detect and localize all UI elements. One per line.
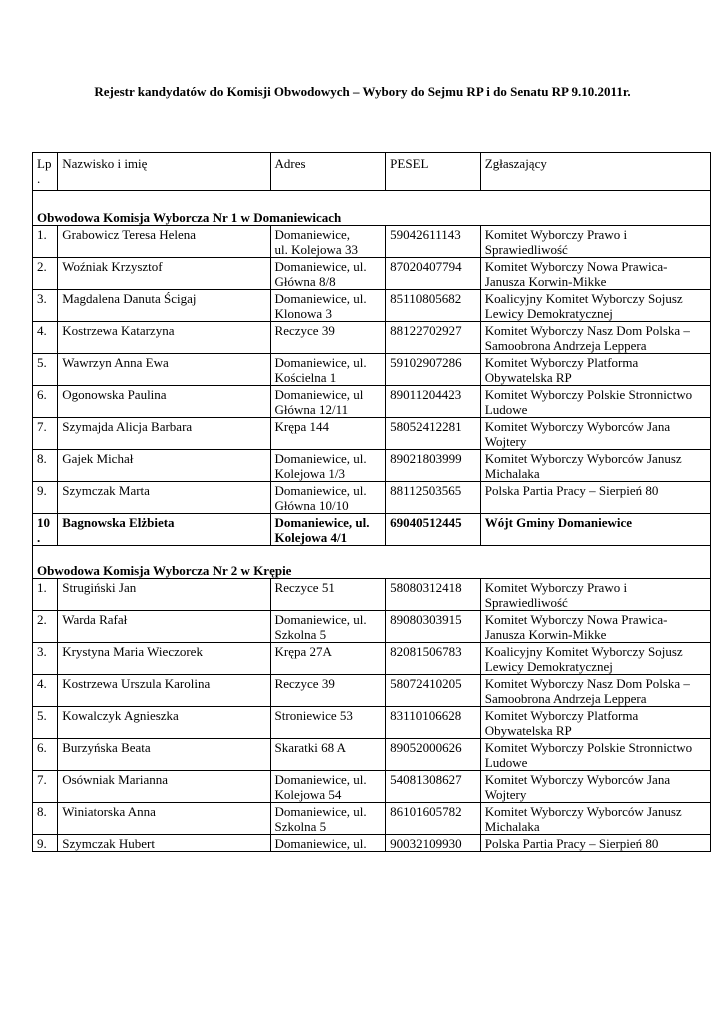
header-address: Adres xyxy=(270,153,386,191)
section-heading-row xyxy=(33,191,711,226)
row-name: Ogonowska Paulina xyxy=(58,386,270,418)
row-name: Grabowicz Teresa Helena xyxy=(58,226,270,258)
row-submitter: Komitet Wyborczy Nowa Prawica- Janusza Korwin-Mikke xyxy=(480,611,710,643)
table-row xyxy=(33,354,711,386)
row-lp: 10. xyxy=(33,514,58,546)
row-address: Domaniewice, ul. xyxy=(270,835,386,852)
row-address: Domaniewice, ul Główna 12/11 xyxy=(270,386,386,418)
row-pesel: 59042611143 xyxy=(386,226,481,258)
table-row xyxy=(33,835,711,852)
row-name: Gajek Michał xyxy=(58,450,270,482)
row-address: Reczyce 39 xyxy=(270,322,386,354)
row-lp: 4. xyxy=(33,675,58,707)
row-submitter: Koalicyjny Komitet Wyborczy Sojusz Lewicy Demokratycznej xyxy=(480,290,710,322)
row-lp: 2. xyxy=(33,611,58,643)
row-lp: 1. xyxy=(33,579,58,611)
section-heading: Obwodowa Komisja Wyborcza Nr 2 w Krępie xyxy=(33,546,711,579)
row-name: Szymczak Marta xyxy=(58,482,270,514)
document-title: Rejestr kandydatów do Komisji Obwodowych – Wybory do Sejmu RP i do Senatu RP 9.10.2011r. xyxy=(94,84,631,99)
row-address: Domaniewice, ul. Szkolna 5 xyxy=(270,803,386,835)
row-submitter: Komitet Wyborczy Platforma Obywatelska RP xyxy=(480,354,710,386)
table-row xyxy=(33,579,711,611)
row-submitter: Komitet Wyborczy Wyborców Janusz Michalaka xyxy=(480,803,710,835)
table-row xyxy=(33,803,711,835)
row-name: Warda Rafał xyxy=(58,611,270,643)
row-submitter: Komitet Wyborczy Polskie Stronnictwo Ludowe xyxy=(480,739,710,771)
row-address: Domaniewice, ul. Kościelna 1 xyxy=(270,354,386,386)
row-name: Woźniak Krzysztof xyxy=(58,258,270,290)
row-lp: 2. xyxy=(33,258,58,290)
row-name: Kowalczyk Agnieszka xyxy=(58,707,270,739)
table-row xyxy=(33,643,711,675)
row-address: Reczyce 39 xyxy=(270,675,386,707)
row-name: Strugiński Jan xyxy=(58,579,270,611)
row-submitter: Komitet Wyborczy Prawo i Sprawiedliwość xyxy=(480,579,710,611)
table-row xyxy=(33,611,711,643)
table-row xyxy=(33,322,711,354)
table-row xyxy=(33,514,711,546)
section-heading: Obwodowa Komisja Wyborcza Nr 1 w Domaniewicach xyxy=(33,191,711,226)
table-row xyxy=(33,450,711,482)
row-submitter: Koalicyjny Komitet Wyborczy Sojusz Lewicy Demokratycznej xyxy=(480,643,710,675)
row-name: Bagnowska Elżbieta xyxy=(58,514,270,546)
header-submitter: Zgłaszający xyxy=(480,153,710,191)
row-submitter: Wójt Gminy Domaniewice xyxy=(480,514,710,546)
row-pesel: 58072410205 xyxy=(386,675,481,707)
header-name: Nazwisko i imię xyxy=(58,153,270,191)
row-submitter: Komitet Wyborczy Wyborców Jana Wojtery xyxy=(480,771,710,803)
row-address: Krępa 27A xyxy=(270,643,386,675)
row-name: Burzyńska Beata xyxy=(58,739,270,771)
row-lp: 3. xyxy=(33,290,58,322)
row-submitter: Komitet Wyborczy Platforma Obywatelska RP xyxy=(480,707,710,739)
row-pesel: 89011204423 xyxy=(386,386,481,418)
row-lp: 9. xyxy=(33,482,58,514)
row-address: Domaniewice, ul. Kolejowa 4/1 xyxy=(270,514,386,546)
row-address: Skaratki 68 A xyxy=(270,739,386,771)
table-row xyxy=(33,226,711,258)
row-submitter: Komitet Wyborczy Nasz Dom Polska – Samoobrona Andrzeja Leppera xyxy=(480,322,710,354)
row-pesel: 85110805682 xyxy=(386,290,481,322)
table-header-row xyxy=(33,153,711,191)
row-address: Reczyce 51 xyxy=(270,579,386,611)
row-submitter: Komitet Wyborczy Nowa Prawica- Janusza Korwin-Mikke xyxy=(480,258,710,290)
row-lp: 6. xyxy=(33,386,58,418)
row-lp: 9. xyxy=(33,835,58,852)
table-row xyxy=(33,771,711,803)
table-row xyxy=(33,739,711,771)
row-address: Domaniewice, ul. Główna 8/8 xyxy=(270,258,386,290)
row-address: Domaniewice, ul. Kolejowa 1/3 xyxy=(270,450,386,482)
row-name: Szymczak Hubert xyxy=(58,835,270,852)
table-row xyxy=(33,675,711,707)
table-row xyxy=(33,386,711,418)
row-pesel: 90032109930 xyxy=(386,835,481,852)
row-name: Magdalena Danuta Ścigaj xyxy=(58,290,270,322)
row-name: Szymajda Alicja Barbara xyxy=(58,418,270,450)
row-lp: 4. xyxy=(33,322,58,354)
row-name: Wawrzyn Anna Ewa xyxy=(58,354,270,386)
section-heading-row xyxy=(33,546,711,579)
row-name: Winiatorska Anna xyxy=(58,803,270,835)
row-name: Krystyna Maria Wieczorek xyxy=(58,643,270,675)
row-lp: 7. xyxy=(33,418,58,450)
row-pesel: 88122702927 xyxy=(386,322,481,354)
row-address: Domaniewice, ul. Szkolna 5 xyxy=(270,611,386,643)
header-pesel: PESEL xyxy=(386,153,481,191)
row-address: Krępa 144 xyxy=(270,418,386,450)
row-name: Kostrzewa Katarzyna xyxy=(58,322,270,354)
row-address: Domaniewice, ul. Klonowa 3 xyxy=(270,290,386,322)
row-name: Kostrzewa Urszula Karolina xyxy=(58,675,270,707)
row-lp: 7. xyxy=(33,771,58,803)
row-lp: 1. xyxy=(33,226,58,258)
row-lp: 3. xyxy=(33,643,58,675)
row-lp: 6. xyxy=(33,739,58,771)
row-pesel: 87020407794 xyxy=(386,258,481,290)
row-pesel: 69040512445 xyxy=(386,514,481,546)
row-pesel: 83110106628 xyxy=(386,707,481,739)
row-pesel: 89021803999 xyxy=(386,450,481,482)
table-row xyxy=(33,290,711,322)
row-submitter: Komitet Wyborczy Nasz Dom Polska – Samoobrona Andrzeja Leppera xyxy=(480,675,710,707)
row-pesel: 88112503565 xyxy=(386,482,481,514)
row-pesel: 86101605782 xyxy=(386,803,481,835)
row-address: Domaniewice, ul. Główna 10/10 xyxy=(270,482,386,514)
table-row xyxy=(33,418,711,450)
row-lp: 5. xyxy=(33,707,58,739)
row-pesel: 58052412281 xyxy=(386,418,481,450)
row-submitter: Komitet Wyborczy Wyborców Jana Wojtery xyxy=(480,418,710,450)
row-address: Domaniewice, ul. Kolejowa 54 xyxy=(270,771,386,803)
row-lp: 8. xyxy=(33,803,58,835)
row-submitter: Komitet Wyborczy Prawo i Sprawiedliwość xyxy=(480,226,710,258)
row-submitter: Komitet Wyborczy Polskie Stronnictwo Ludowe xyxy=(480,386,710,418)
row-submitter: Polska Partia Pracy – Sierpień 80 xyxy=(480,835,710,852)
row-address: Domaniewice, ul. Kolejowa 33 xyxy=(270,226,386,258)
row-submitter: Komitet Wyborczy Wyborców Janusz Michalaka xyxy=(480,450,710,482)
row-pesel: 59102907286 xyxy=(386,354,481,386)
header-lp: Lp . xyxy=(33,153,58,191)
row-pesel: 82081506783 xyxy=(386,643,481,675)
row-pesel: 89080303915 xyxy=(386,611,481,643)
table-row xyxy=(33,707,711,739)
row-lp: 8. xyxy=(33,450,58,482)
table-row xyxy=(33,258,711,290)
row-submitter: Polska Partia Pracy – Sierpień 80 xyxy=(480,482,710,514)
row-pesel: 54081308627 xyxy=(386,771,481,803)
row-address: Stroniewice 53 xyxy=(270,707,386,739)
candidates-table xyxy=(32,152,711,852)
row-lp: 5. xyxy=(33,354,58,386)
row-pesel: 89052000626 xyxy=(386,739,481,771)
table-row xyxy=(33,482,711,514)
row-name: Osówniak Marianna xyxy=(58,771,270,803)
row-pesel: 58080312418 xyxy=(386,579,481,611)
